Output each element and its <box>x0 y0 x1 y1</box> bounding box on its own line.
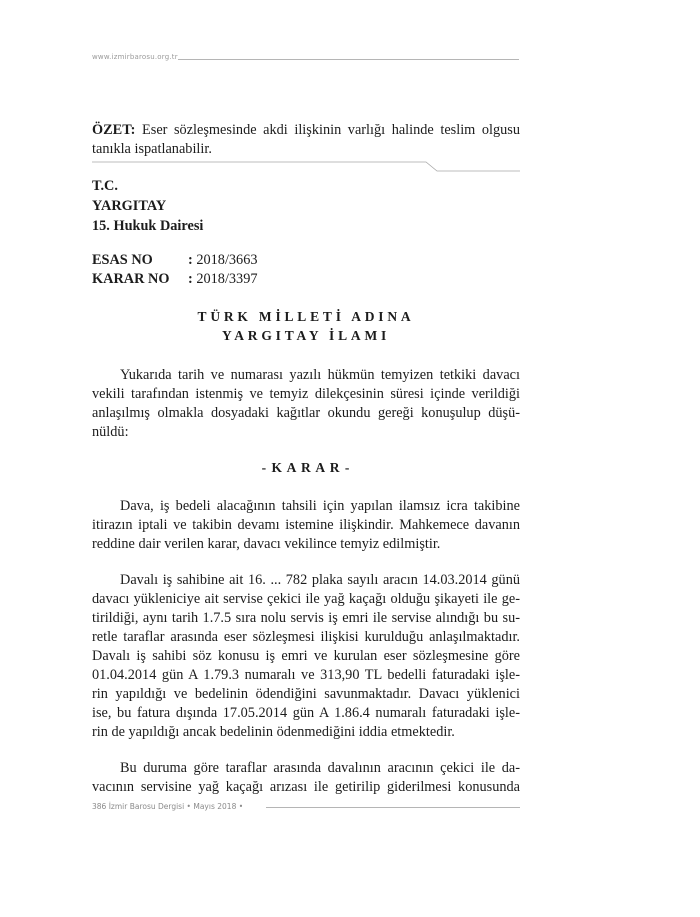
paragraph-dava <box>92 497 520 554</box>
footer-rule <box>266 807 520 808</box>
text-line: Yukarıda tarih ve numarası yazılı hükmün temyizen tetkiki davacı <box>120 367 520 383</box>
text-line: nüldü: <box>92 424 129 440</box>
text-line: Davalı iş sahibi söz konusu iş emri ve kurulan eser sözleşmesine göre <box>92 648 520 664</box>
text-line: retle taraflar arasında eser sözleşmesi ilişkisi kurulduğu anlaşılmaktadır. <box>92 629 520 645</box>
karar-heading: - K A R A R - <box>261 460 351 475</box>
karar-value: 2018/3397 <box>196 271 258 287</box>
text-line: 01.04.2014 gün A 1.79.3 numaralı ve 313,90 TL bedelli faturadaki işle- <box>92 667 520 683</box>
karar-label: KARAR NO <box>92 271 170 287</box>
header-rule <box>178 59 519 60</box>
esas-label: ESAS NO <box>92 252 153 268</box>
text-line: ise, bu fatura dışında 17.05.2014 gün A 1.86.4 numaralı faturadaki işle- <box>92 705 520 721</box>
summary-block <box>92 121 520 159</box>
title-line-1: TÜRK MİLLETİ ADINA <box>197 309 415 324</box>
text-line: anlaşılmış olmakla dosyadaki kağıtlar okundu gereği konuşulup düşü- <box>92 405 520 421</box>
paragraph-assessment <box>92 759 520 797</box>
paragraph-facts <box>92 571 520 742</box>
court-chamber: 15. Hukuk Dairesi <box>92 218 204 234</box>
paragraph-intro <box>92 366 520 442</box>
esas-row <box>92 251 258 270</box>
header-url: www.izmirbarosu.org.tr <box>92 53 178 61</box>
text-line: vekili tarafından istenmiş ve temyiz dilekçesinin süresi içinde verildiği <box>92 386 520 402</box>
text-line: rin yapıldığı ve bedelinin ödendiğini savunmaktadır. Davacı yüklenici <box>92 686 520 702</box>
title-line-2: YARGITAY İLAMI <box>221 328 391 343</box>
text-line: tirildiği, aynı tarih 1.7.5 sıra nolu servis iş emri ile servise alındığı bu su- <box>92 610 520 626</box>
text-line: itirazın iptali ve takibin devamı istemine ilişkindir. Mahkemece davanın <box>92 517 520 533</box>
court-name: YARGITAY <box>92 198 167 214</box>
summary-label: ÖZET: <box>92 122 136 138</box>
court-block <box>92 176 203 236</box>
court-country: T.C. <box>92 178 118 194</box>
karar-colon: : <box>188 271 193 287</box>
esas-colon: : <box>188 252 193 268</box>
summary-separator <box>92 157 520 173</box>
summary-text-1: Eser sözleşmesinde akdi ilişkinin varlığı halinde teslim olgusu <box>142 122 520 138</box>
text-line: Bu duruma göre taraflar arasında davalının aracının çekici ile da- <box>120 760 520 776</box>
case-numbers <box>92 251 258 289</box>
karar-value-wrap <box>188 270 258 289</box>
text-line: vacının servisine yağ kaçağı arızası ile getirilip giderilmesi konusunda <box>92 779 520 795</box>
karar-row <box>92 270 258 289</box>
esas-value-wrap <box>188 251 258 270</box>
footer-text: 386 İzmir Barosu Dergisi • Mayıs 2018 • <box>92 802 244 811</box>
summary-text-2: tanıkla ispatlanabilir. <box>92 141 212 157</box>
text-line: davacı yükleniciye ait servise çekici ile yağ kaçağı olduğu şikayeti ile ge- <box>92 591 520 607</box>
text-line: Davalı iş sahibine ait 16. ... 782 plaka sayılı aracın 14.03.2014 günü <box>120 572 520 588</box>
esas-value: 2018/3663 <box>196 252 258 268</box>
summary-line-1 <box>92 121 520 140</box>
text-line: reddine dair verilen karar, davacı vekilince temyiz edilmiştir. <box>92 536 441 552</box>
text-line: Dava, iş bedeli alacağının tahsili için yapılan ilamsız icra takibine <box>120 498 520 514</box>
text-line: rin de yapıldığı ancak bedelinin ödenmediğini iddia etmektedir. <box>92 724 455 740</box>
